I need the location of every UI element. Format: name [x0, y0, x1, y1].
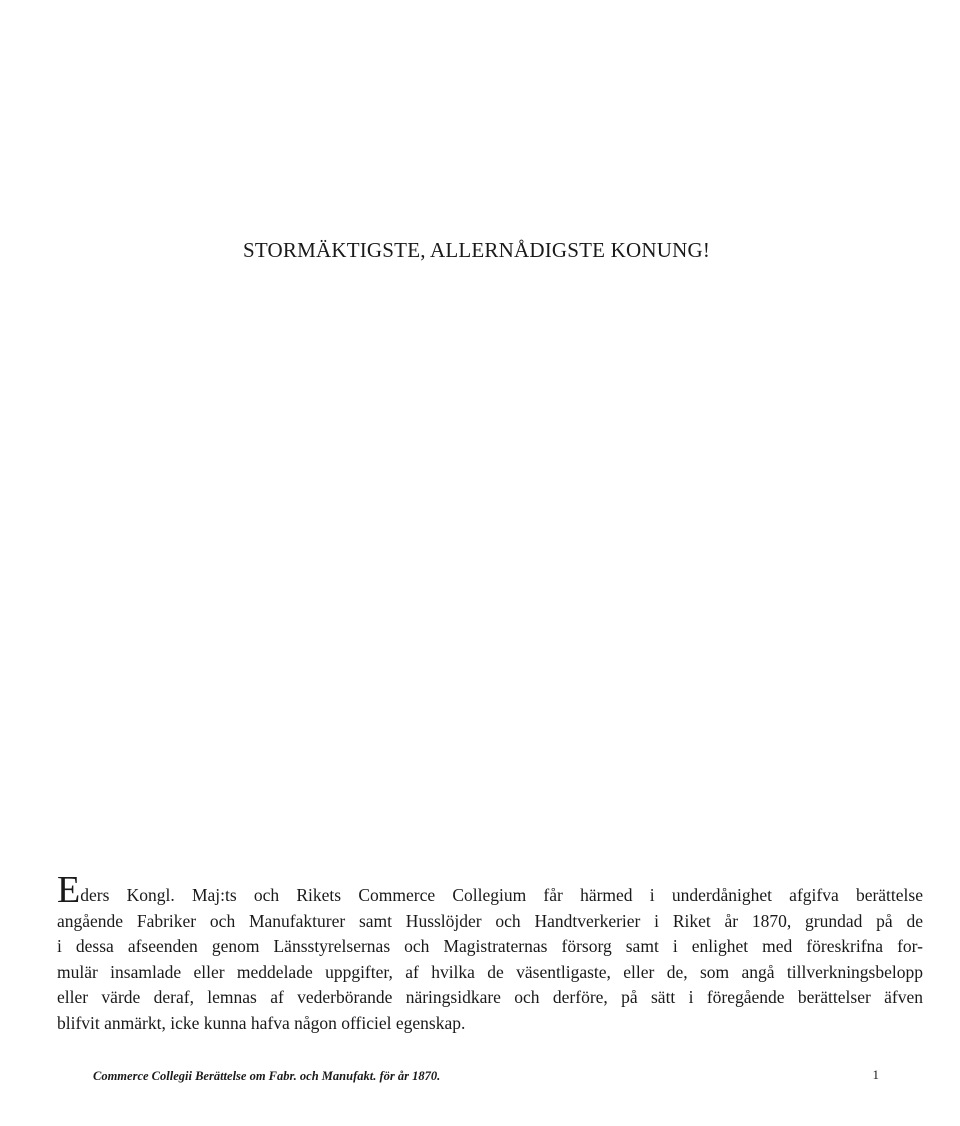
running-footer-title: Commerce Collegii Berättelse om Fabr. och Manufakt. för år 1870. — [93, 1069, 441, 1083]
salutation-heading: STORMÄKTIGSTE, ALLERNÅDIGSTE KONUNG! — [243, 238, 711, 262]
paragraph-line-1 — [57, 869, 923, 911]
line-text: ders Kongl. Maj:ts och Rikets Commerce Collegium får härmed i underdånighet afgifva berättelse — [80, 885, 923, 905]
paragraph-line-6: blifvit anmärkt, icke kunna hafva någon officiel egenskap. — [57, 1012, 466, 1033]
paragraph-line-4: mulär insamlade eller meddelade uppgifter, af hvilka de väsentligaste, eller de, som angå tillverkningsbelopp — [57, 961, 923, 982]
page-number: 1 — [872, 1067, 879, 1082]
paragraph-line-3: i dessa afseenden genom Länsstyrelsernas och Magistraternas försorg samt i enlighet med föreskrifna for- — [57, 936, 923, 956]
paragraph-line-5: eller värde deraf, lemnas af vederbörande näringsidkare och derföre, på sätt i föregående berättelser äfven — [57, 987, 923, 1007]
drop-cap-letter: E — [57, 869, 81, 911]
paragraph-line-2: angående Fabriker och Manufakturer samt Husslöjder och Handtverkerier i Riket år 1870, grundad på de — [57, 910, 923, 931]
body-paragraph — [57, 869, 923, 1036]
page-footer — [57, 1069, 923, 1091]
